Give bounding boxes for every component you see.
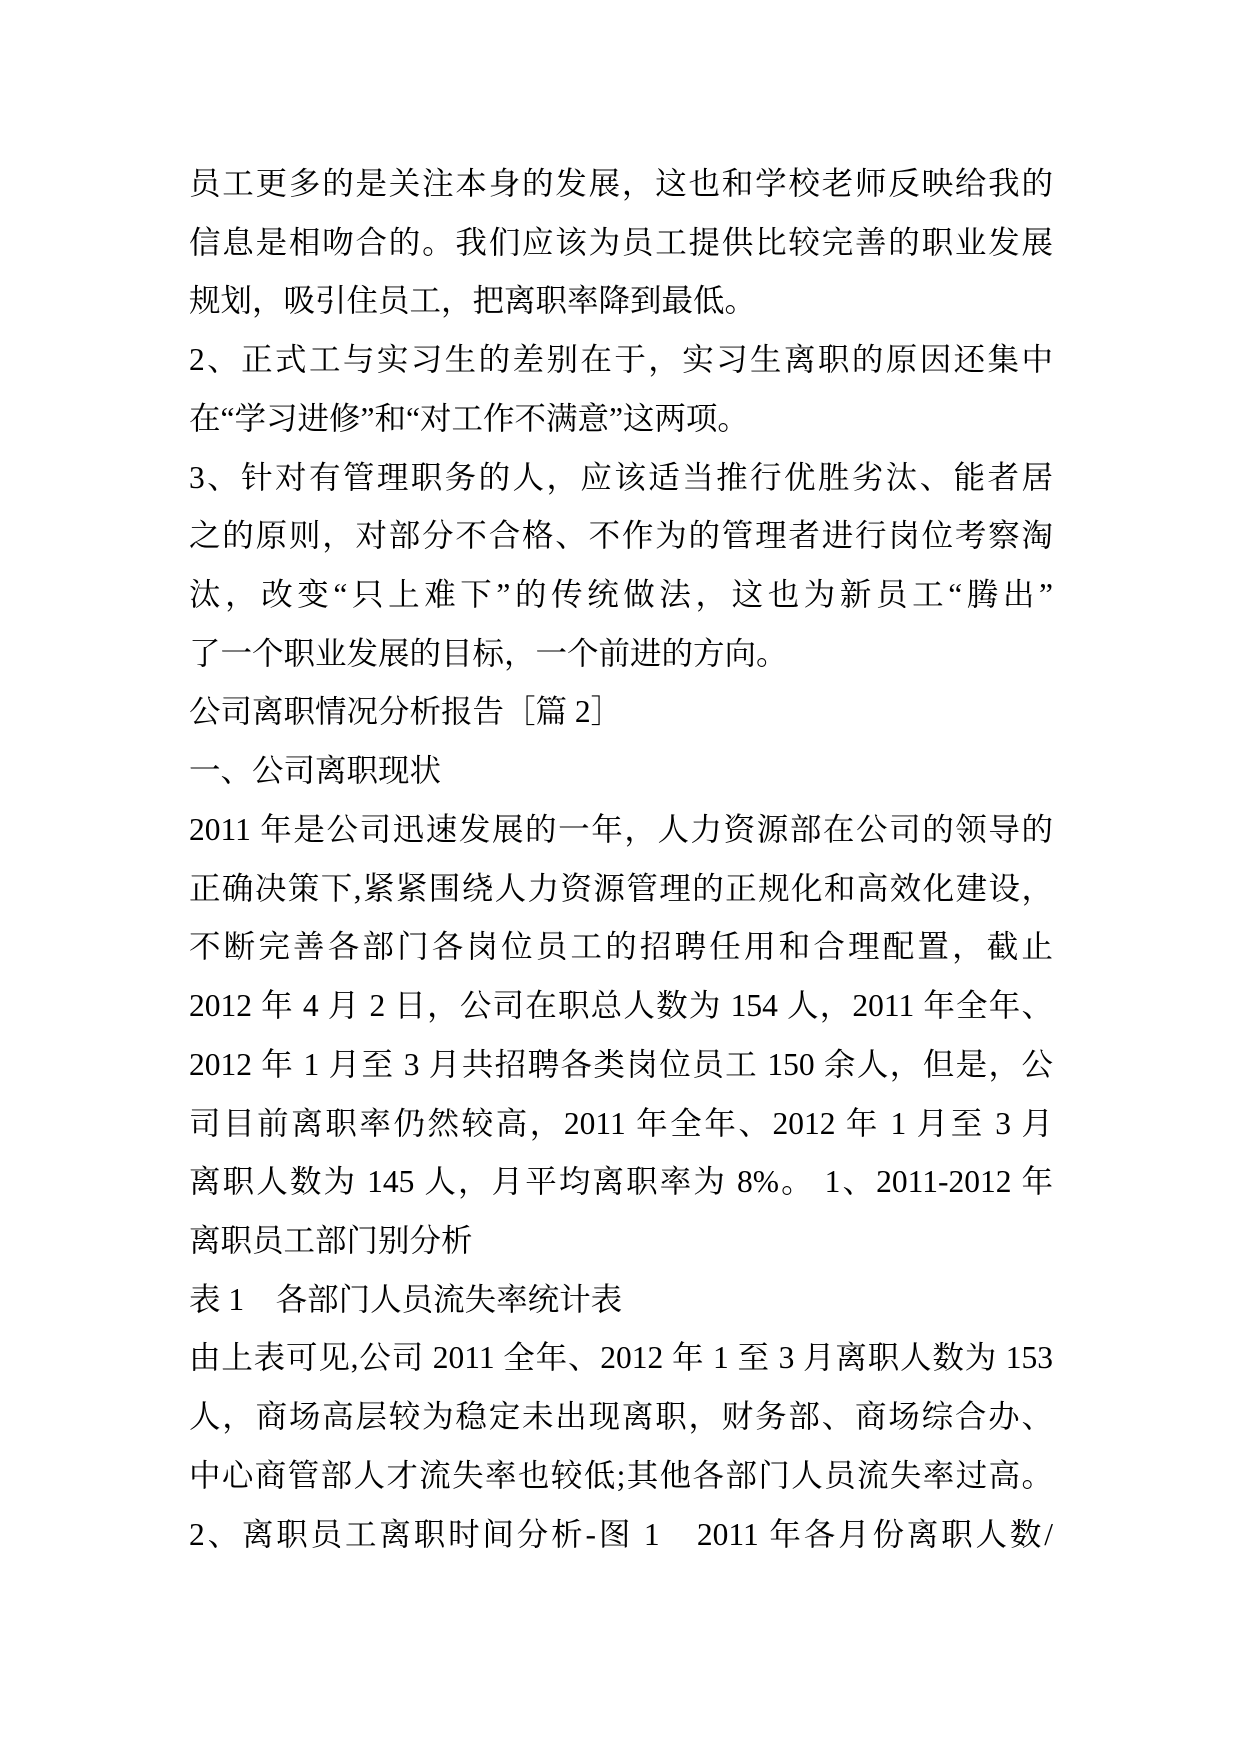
text-line: 在“学习进修”和“对工作不满意”这两项。: [189, 400, 749, 436]
text-line: 离职人数为 145 人，月平均离职率为 8%。 1、2011-2012 年: [189, 1164, 1053, 1200]
text-line: 2、离职员工离职时间分析-图 1 2011 年各月份离职人数/: [189, 1516, 1053, 1552]
paragraph: [189, 155, 1053, 331]
report-title: [189, 683, 1053, 742]
paragraph: [189, 1506, 1053, 1565]
document-body: [189, 155, 1053, 1564]
text-line: 员工更多的是关注本身的发展，这也和学校老师反映给我的: [189, 166, 1053, 201]
paragraph: [189, 1329, 1053, 1505]
text-line: 之的原则，对部分不合格、不作为的管理者进行岗位考察淘: [189, 518, 1053, 554]
text-line: 不断完善各部门各岗位员工的招聘任用和合理配置，截止: [189, 929, 1053, 965]
text-line: 2012 年 1 月至 3 月共招聘各类岗位员工 150 余人，但是，公: [189, 1046, 1053, 1082]
text-line: 公司离职情况分析报告［篇 2］: [189, 694, 623, 730]
section-heading: [189, 742, 1053, 801]
text-line: 规划，吸引住员工，把离职率降到最低。: [189, 283, 757, 319]
text-line: 3、针对有管理职务的人，应该适当推行优胜劣汰、能者居: [189, 459, 1053, 495]
text-line: 2011 年是公司迅速发展的一年，人力资源部在公司的领导的: [189, 811, 1053, 847]
text-line: 离职员工部门别分析: [189, 1222, 473, 1258]
paragraph: [189, 801, 1053, 1271]
paragraph: [189, 449, 1053, 684]
paragraph: [189, 331, 1053, 448]
text-line: 信息是相吻合的。我们应该为员工提供比较完善的职业发展: [189, 224, 1053, 260]
text-line: 汰，改变“只上难下”的传统做法，这也为新员工“腾出”: [189, 577, 1053, 613]
text-line: 正确决策下,紧紧围绕人力资源管理的正规化和高效化建设，: [189, 870, 1053, 906]
table-caption: [189, 1271, 1053, 1330]
text-line: 人，商场高层较为稳定未出现离职，财务部、商场综合办、: [189, 1399, 1053, 1435]
text-line: 中心商管部人才流失率也较低;其他各部门人员流失率过高。: [189, 1457, 1053, 1493]
text-line: 了一个职业发展的目标，一个前进的方向。: [189, 635, 788, 671]
text-line: 一、公司离职现状: [189, 753, 442, 789]
text-line: 由上表可见,公司 2011 全年、2012 年 1 至 3 月离职人数为 153: [189, 1340, 1053, 1376]
text-line: 2012 年 4 月 2 日，公司在职总人数为 154 人，2011 年全年、: [189, 988, 1053, 1024]
text-line: 2、正式工与实习生的差别在于，实习生离职的原因还集中: [189, 342, 1053, 378]
text-line: 表 1 各部门人员流失率统计表: [189, 1281, 623, 1317]
text-line: 司目前离职率仍然较高，2011 年全年、2012 年 1 月至 3 月: [189, 1105, 1053, 1141]
